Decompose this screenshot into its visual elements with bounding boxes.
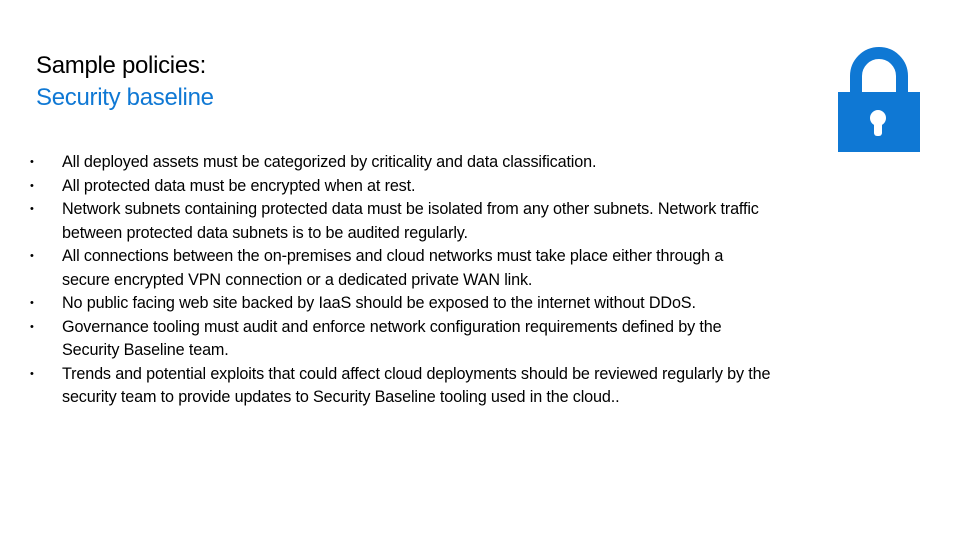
list-item: [26, 245, 771, 292]
list-item-text: Trends and potential exploits that could affect cloud deployments should be reviewed regularly by the security team to provide updates to Security Baseline tooling used in the cloud..: [62, 364, 771, 406]
list-item-text: All connections between the on-premises and cloud networks must take place either through a secure encrypted VPN connection or a dedicated private WAN link.: [62, 247, 724, 289]
bullet-icon: •: [30, 367, 34, 380]
list-item-text: Governance tooling must audit and enforce network configuration requirements defined by the Security Baseline team.: [62, 317, 722, 359]
list-item-text: Network subnets containing protected data must be isolated from any other subnets. Network traffic between protected data subnets is to be audited regularly.: [62, 200, 759, 242]
list-item: [26, 198, 771, 245]
lock-icon: [836, 46, 922, 156]
slide-subtitle: Security baseline: [36, 84, 214, 111]
list-item: [26, 175, 771, 199]
list-item: [26, 316, 771, 363]
bullet-icon: •: [30, 297, 34, 309]
slide-title: Sample policies:: [36, 52, 206, 79]
list-item: [26, 151, 771, 175]
policy-list: [26, 151, 771, 410]
list-item-text: No public facing web site backed by IaaS should be exposed to the internet without DDoS.: [62, 294, 696, 312]
list-item-text: All protected data must be encrypted when at rest.: [62, 176, 416, 195]
list-item: [26, 292, 771, 316]
bullet-icon: •: [30, 156, 34, 168]
bullet-icon: •: [30, 320, 34, 333]
bullet-icon: •: [30, 203, 34, 215]
list-item-text: All deployed assets must be categorized by criticality and data classification.: [62, 153, 597, 171]
bullet-icon: •: [30, 179, 34, 192]
list-item: [26, 363, 771, 410]
bullet-icon: •: [30, 250, 34, 262]
